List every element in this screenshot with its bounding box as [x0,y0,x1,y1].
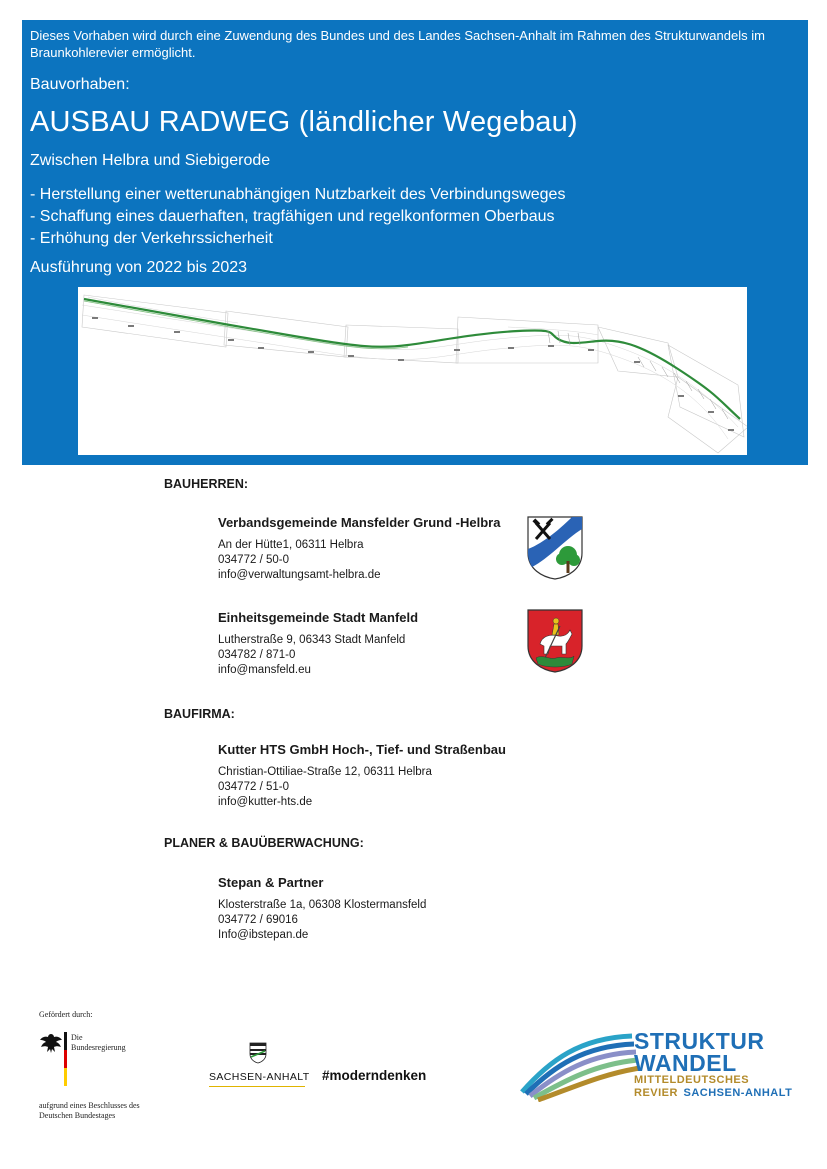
entry-phone: 034782 / 871-0 [218,649,296,661]
bundesregierung-text: Die Bundesregierung [71,1033,126,1052]
route-plan-drawing [78,287,747,455]
strukturwandel-text [634,1028,793,1100]
project-label: Bauvorhaben: [30,76,130,93]
strukturwandel-word-wandel: WANDEL [634,1050,737,1076]
sachsen-anhalt-underline [209,1086,305,1087]
section-heading-baufirma: BAUFIRMA: [164,707,235,721]
project-location: Zwischen Helbra und Siebigerode [30,152,271,169]
bundesregierung-logo [39,1032,149,1086]
mansfeld-coat-of-arms [526,608,584,674]
flag-bar-black [64,1032,67,1050]
entry-email: Info@ibstepan.de [218,929,309,941]
entry-phone: 034772 / 51-0 [218,781,289,793]
sachsen-anhalt-text: SACHSEN-ANHALT [209,1071,310,1083]
entry-stepan [218,875,588,943]
route-plan-image [78,287,747,455]
entry-phone: 034772 / 69016 [218,914,298,926]
measures-list [30,184,565,250]
funded-by-label: Gefördert durch: [39,1010,93,1019]
entry-phone: 034772 / 50-0 [218,554,289,566]
strukturwandel-logo [520,1028,793,1102]
strukturwandel-word-struktur: STRUKTUR [634,1028,765,1054]
flag-bar-gold [64,1068,67,1086]
project-title: AUSBAU RADWEG (ländlicher Wegebau) [30,106,578,138]
strukturwandel-word-mitteldeutsches: MITTELDEUTSCHES [634,1074,750,1086]
measure-item: - Herstellung einer wetterunabhängigen Nutzbarkeit des Verbindungsweges [30,186,566,203]
entry-address: Lutherstraße 9, 06343 Stadt Manfeld [218,634,406,646]
moderndenken-hashtag: #moderndenken [322,1068,427,1083]
strukturwandel-title [634,1028,793,1100]
project-banner [22,20,808,465]
entry-kutter [218,742,588,810]
funding-intro: Dieses Vorhaben wird durch eine Zuwendung des Bundes und des Landes Sachsen-Anhalt im Rahmen des Strukturwandels im Braunkohlerevier ermöglicht. [30,28,765,60]
entry-name: Einheitsgemeinde Stadt Manfeld [218,610,419,625]
strukturwandel-waves-icon [520,1030,650,1102]
plan-station-marks [92,317,734,431]
entry-address: Klosterstraße 1a, 06308 Klostermansfeld [218,899,427,911]
bundestag-note: aufgrund eines Beschlusses des Deutschen Bundestages [39,1101,140,1120]
state-crest-icon [249,1042,267,1064]
flag-bar-red [64,1050,67,1068]
entry-name: Stepan & Partner [218,875,324,890]
sachsen-anhalt-logo [209,1042,309,1090]
entry-address: An der Hütte1, 06311 Helbra [218,539,364,551]
strukturwandel-word-revier: REVIER SACHSEN-ANHALT [634,1087,793,1099]
entry-email: info@mansfeld.eu [218,664,311,676]
section-heading-planer: PLANER & BAUÜBERWACHUNG: [164,836,364,850]
measure-item: - Schaffung eines dauerhaften, tragfähigen und regelkonformen Oberbaus [30,208,555,225]
measure-item: - Erhöhung der Verkehrssicherheit [30,230,273,247]
entry-email: info@kutter-hts.de [218,796,313,808]
entry-address: Christian-Ottiliae-Straße 12, 06311 Helbra [218,766,432,778]
execution-period: Ausführung von 2022 bis 2023 [30,259,248,276]
helbra-coat-of-arms [526,515,584,581]
eagle-icon [39,1032,63,1054]
entry-name: Kutter HTS GmbH Hoch-, Tief- und Straßenbau [218,742,506,757]
section-heading-bauherren: BAUHERREN: [164,477,249,491]
entry-name: Verbandsgemeinde Mansfelder Grund -Helbra [218,515,501,530]
entry-email: info@verwaltungsamt-helbra.de [218,569,381,581]
